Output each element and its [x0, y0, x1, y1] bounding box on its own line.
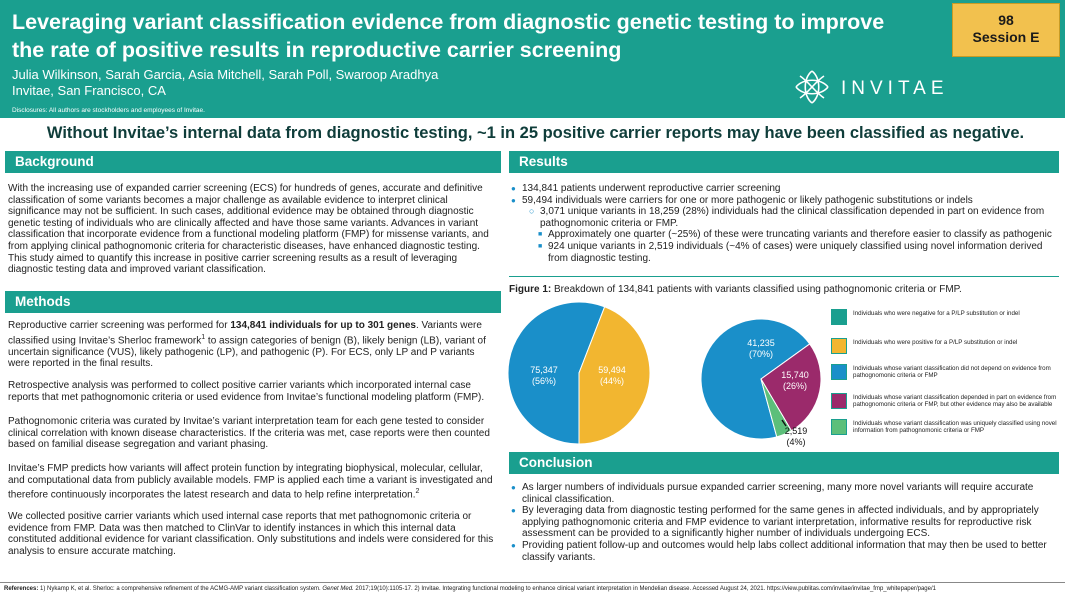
figure-caption-text: Breakdown of 134,841 patients with variants classified using pathognomonic criteria or FMP. — [551, 284, 962, 295]
methods-paragraph-5: We collected positive carrier variants which used internal case reports that met pathognomonic criteria or evidence from FMP. Data was then matched to ClinVar to identify instances in which this internal data constituted additional evidence for variant classification. Only substitutions and indels were considered for this analysis to ensure accurate matching. — [8, 511, 494, 557]
affiliation: Invitae, San Francisco, CA — [12, 83, 166, 98]
results-bullet: ● 134,841 patients underwent reproductive carrier screening — [509, 183, 1059, 195]
slice-percent-label: (4%) — [786, 437, 806, 447]
methods-p1-after: to assign categories of benign (B), likely benign (LB), variant of uncertain significance (VUS), likely pathogenic (LP), and pathogenic (P). For ECS, only LP and P variants were reported in the final results. — [8, 334, 486, 370]
references-divider — [0, 582, 1065, 583]
poster-header — [0, 0, 1065, 118]
slice-percent-label: (70%) — [748, 349, 774, 359]
reference-1-text: 1) Nykamp K, et al. Sherloc: a comprehensive refinement of the ACMG-AMP variant classification system. — [38, 586, 323, 592]
results-sub-bullet: ○ 3,071 unique variants in 18,259 (28%) individuals had the clinical classification depended in part on evidence from pathognomonic criteria or FMP. — [509, 206, 1059, 229]
legend-swatch — [831, 338, 847, 354]
methods-paragraph-1 — [8, 320, 498, 370]
slice-percent-label: (56%) — [531, 376, 557, 386]
author-list: Julia Wilkinson, Sarah Garcia, Asia Mitchell, Sarah Poll, Swaroop Aradhya — [12, 67, 439, 82]
logo-wordmark: INVITAE — [841, 78, 949, 99]
conclusion-bullet: ● Providing patient follow-up and outcomes would help labs collect additional information that may then be used to better classify variants. — [509, 540, 1059, 563]
invitae-logo — [793, 68, 993, 108]
pie-chart-figure — [505, 298, 830, 448]
results-sub-sub-bullet: ■ 924 unique variants in 2,519 individuals (~4% of cases) were uniquely classified using novel information derived from diagnostic testing. — [509, 241, 1059, 264]
reference-2-text: 2017;19(10):1105-17. 2) Invitae. Integrating functional modeling to enhance clinical variant interpretation in Mendelian disease. Accessed August 24, 2021. https://view.publitas.com/invitae/invitae_fmp_whitepaper/page/1 — [353, 586, 936, 592]
results-bullet: ● 59,494 individuals were carriers for one or more pathogenic or likely pathogenic substitutions or indels — [509, 195, 1059, 207]
legend-swatch — [831, 393, 847, 409]
legend-label: Individuals who were negative for a P/LP substitution or indel — [853, 310, 1020, 317]
results-list — [509, 183, 1059, 264]
conclusion-list — [509, 482, 1059, 563]
poster-title: Leveraging variant classification evidence from diagnostic genetic testing to improve the rate of positive results in reproductive carrier screening — [12, 10, 885, 62]
poster-number: 98 — [998, 12, 1014, 28]
methods-heading: Methods — [5, 291, 501, 313]
invitae-logo-icon — [793, 68, 831, 106]
legend-label: Individuals whose variant classification did not depend on evidence from pathognomonic criteria or FMP — [853, 365, 1051, 380]
slice-value-label: 41,235 — [747, 338, 775, 348]
conclusion-heading: Conclusion — [509, 452, 1059, 474]
methods-p1-text: Reproductive carrier screening was performed for — [8, 320, 231, 331]
legend-swatch — [831, 419, 847, 435]
author-block — [12, 67, 438, 99]
legend-label: Individuals who were positive for a P/LP substitution or indel — [853, 339, 1018, 346]
conclusion-bullet: ● As larger numbers of individuals pursue expanded carrier screening, many more novel variants will require accurate clinical classification. — [509, 482, 1059, 505]
slice-value-label: 15,740 — [781, 370, 809, 380]
reference-1-journal: Genet Med. — [322, 586, 354, 592]
methods-p1-bold: 134,841 individuals for up to 301 genes — [230, 320, 416, 331]
methods-paragraph-4 — [8, 463, 498, 501]
legend-label: Individuals whose variant classification was uniquely classified using novel information from pathognomonic criteria or FMP — [853, 420, 1057, 435]
legend-swatch — [831, 309, 847, 325]
conclusion-bullet: ● By leveraging data from diagnostic testing performed for the same genes in affected individuals, and by appropriately applying pathognomonic criteria and FMP evidence to variant interpretation, informative results for reproductive risk assessment can be provided to a significantly higher number of individuals undergoing ECS. — [509, 505, 1059, 540]
references-label: References: — [4, 586, 39, 592]
results-sub-sub-bullet: ■ Approximately one quarter (~25%) of these were truncating variants and therefore easier to classify as pathogenic — [509, 229, 1059, 241]
slice-value-label: 75,347 — [530, 365, 558, 375]
disclosure-text: Disclosures: All authors are stockholders and employees of Invitae. — [12, 107, 205, 114]
methods-p1-mid: . Variants were classified using Invitae’s Sherloc framework — [8, 320, 482, 346]
figure-caption — [509, 284, 962, 295]
slice-percent-label: (44%) — [599, 376, 625, 386]
citation-2: 2 — [415, 488, 420, 496]
methods-paragraph-2: Retrospective analysis was performed to collect positive carrier variants which incorporated internal case reports that met pathognomonic criteria or used evidence from Invitae’s functional modeling platform (FMP). — [8, 380, 485, 403]
background-text: With the increasing use of expanded carrier screening (ECS) for hundreds of genes, accurate and definitive classification of some variants becomes a major challenge as available evidence to interpret clinical significance may not be sufficient. In such cases, additional evidence may be obtained through diagnostic genetic testing of individuals who are clinically affected and have those same variants. Advances in variant classification that incorporate evidence from a functional modeling platform (FMP) for missense variants, and from applying clinical pathognomonic criteria for characteristic diseases, have enhanced diagnostic testing. This study aimed to quantify this increase in positive carrier screening results as a result of leveraging diagnostic testing data and improved variant classification. — [8, 183, 489, 276]
citation-1: 1 — [201, 333, 206, 341]
methods-paragraph-3: Pathognomonic criteria was curated by Invitae’s variant interpretation team for each gene tested to consider clinical correlation with known disease characteristics. If the criteria was met, case reports were then counted based on familial disease segregation and variant phasing. — [8, 416, 490, 451]
methods-p4-text: Invitae’s FMP predicts how variants will affect protein function by integrating biophysical, molecular, cellular, and computational data from publicly available models. FMP is applied each time a variant is investigated and therefore continuously incorporates the latest research and data to help refine interpretation. — [8, 463, 493, 501]
results-heading: Results — [509, 151, 1059, 173]
slice-value-label: 59,494 — [598, 365, 626, 375]
slice-value-label: 2,519 — [784, 426, 808, 436]
figure-label: Figure 1: — [509, 284, 552, 295]
legend-swatch — [831, 364, 847, 380]
results-divider — [509, 276, 1059, 277]
session-label: Session E — [972, 29, 1040, 45]
key-finding-headline: Without Invitae’s internal data from diagnostic testing, ~1 in 25 positive carrier reports may have been classified as negative. — [46, 124, 1025, 142]
references — [4, 586, 1064, 592]
slice-percent-label: (26%) — [782, 381, 808, 391]
legend-label: Individuals whose variant classification depended in part on evidence from pathognomonic criteria or FMP, but other evidence may also be available — [853, 394, 1057, 409]
background-heading: Background — [5, 151, 501, 173]
session-badge — [952, 3, 1060, 57]
